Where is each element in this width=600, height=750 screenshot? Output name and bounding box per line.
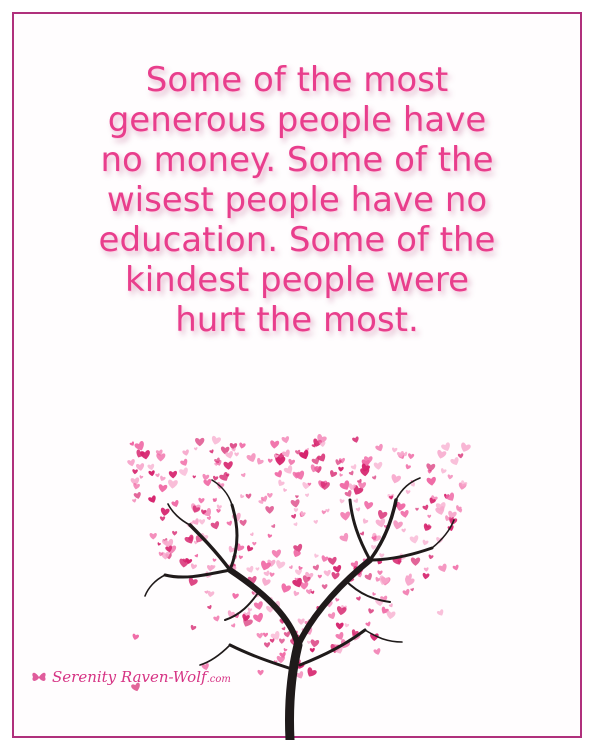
heart-leaf-icon (436, 609, 445, 617)
heart-leaf-icon (189, 625, 196, 632)
heart-leaf-icon (392, 520, 403, 531)
heart-leaf-icon (289, 565, 294, 570)
heart-leaf-icon (210, 436, 221, 446)
heart-leaf-icon (287, 459, 295, 466)
heart-leaf-icon (307, 641, 311, 645)
heart-leaf-icon (459, 442, 471, 454)
heart-leaf-icon (270, 638, 275, 643)
heart-leaf-icon (321, 510, 326, 515)
heart-leaf-icon (295, 569, 303, 576)
heart-leaf-icon (452, 564, 459, 571)
heart-leaf-icon (344, 623, 350, 628)
heart-leaf-icon (182, 449, 190, 456)
heart-leaf-icon (270, 440, 280, 449)
heart-leaf-icon (450, 457, 461, 467)
heart-leaf-icon (361, 518, 368, 525)
heart-leaf-icon (283, 648, 288, 653)
heart-leaf-icon (272, 549, 282, 558)
heart-leaf-icon (192, 518, 201, 527)
heart-leaf-icon (328, 557, 338, 566)
heart-leaf-icon (212, 558, 216, 562)
heart-leaf-icon (312, 564, 320, 571)
heart-leaf-icon (292, 590, 299, 597)
heart-leaf-icon (328, 612, 337, 621)
heart-leaf-icon (269, 572, 275, 577)
heart-leaf-icon (389, 603, 394, 608)
heart-leaf-icon (313, 553, 319, 559)
heart-leaf-icon (132, 469, 138, 474)
heart-leaf-icon (281, 436, 290, 444)
brand-name: Serenity Raven-Wolf.com (52, 668, 231, 686)
heart-leaf-icon (223, 461, 233, 470)
heart-leaf-icon (267, 534, 272, 539)
quote-line: kindest people were (125, 260, 469, 300)
heart-leaf-icon (256, 633, 263, 639)
heart-leaf-icon (245, 545, 253, 553)
quote-line: Some of the most (145, 60, 449, 100)
heart-leaf-icon (133, 492, 142, 500)
heart-leaf-icon (279, 638, 285, 644)
heart-leaf-icon (360, 531, 366, 536)
heart-leaf-icon (194, 447, 198, 451)
heart-leaf-icon (159, 475, 166, 482)
heart-leaf-icon (318, 575, 322, 579)
heart-leaf-icon (232, 593, 239, 600)
heart-leaf-icon (426, 477, 436, 487)
heart-leaf-icon (180, 458, 189, 467)
heart-leaf-icon (190, 563, 198, 570)
heart-leaf-icon (438, 563, 449, 574)
heart-leaf-icon (255, 567, 259, 571)
heart-leaf-icon (267, 493, 273, 498)
heart-leaf-icon (363, 501, 373, 511)
heart-leaf-icon (264, 642, 271, 648)
heart-leaf-icon (405, 464, 412, 470)
heart-leaf-icon (379, 553, 385, 558)
heart-leaf-icon (198, 498, 205, 504)
heart-leaf-icon (323, 570, 331, 577)
heart-leaf-icon (375, 443, 385, 452)
heart-leaf-icon (339, 499, 345, 504)
heart-leaf-icon (127, 459, 136, 468)
heart-leaf-icon (255, 457, 264, 466)
quote-line: no money. Some of the (100, 140, 494, 180)
heart-leaf-icon (336, 622, 344, 629)
heart-leaf-icon (356, 507, 362, 512)
quote-text (34, 60, 560, 340)
heart-leaf-icon (436, 450, 447, 460)
tree-trunk (145, 478, 454, 740)
heart-leaf-icon (424, 567, 429, 572)
heart-leaf-icon (313, 520, 318, 525)
heart-leaf-icon (171, 500, 180, 508)
heart-leaf-icon (275, 560, 286, 570)
heart-leaf-icon (428, 554, 434, 560)
heart-leaf-icon (179, 467, 190, 477)
heart-leaf-icon (338, 467, 344, 472)
heart-leaf-icon (246, 453, 258, 464)
heart-leaf-icon (238, 555, 243, 560)
heart-leaf-icon (295, 495, 299, 498)
heart-leaf-icon (305, 667, 318, 679)
heart-leaf-icon (282, 488, 287, 493)
heart-leaf-icon (372, 475, 378, 480)
heart-leaf-icon (195, 438, 204, 447)
heart-leaf-icon (367, 608, 374, 615)
heart-leaf-icon (274, 470, 284, 479)
heart-leaf-icon (340, 511, 351, 521)
heart-leaf-icon (157, 542, 161, 546)
heart-leaf-icon (213, 615, 221, 622)
heart-leaf-icon (371, 592, 376, 597)
quote-line: generous people have (107, 100, 487, 140)
heart-leaf-icon (253, 612, 265, 623)
heart-leaf-icon (373, 648, 382, 656)
heart-leaf-icon (353, 498, 359, 504)
heart-leaf-icon (320, 555, 329, 563)
heart-leaf-icon (169, 471, 178, 479)
heart-leaf-icon (263, 633, 268, 638)
heart-leaf-icon (210, 521, 221, 531)
heart-leaf-icon (155, 473, 160, 478)
heart-leaf-icon (405, 490, 410, 495)
heart-leaf-icon (441, 442, 452, 453)
heart-leaf-icon (261, 577, 271, 587)
heart-leaf-icon (168, 479, 178, 489)
heart-leaf-icon (241, 473, 247, 479)
heart-leaf-icon (331, 572, 340, 580)
heart-leaf-icon (333, 565, 343, 574)
heart-leaf-icon (407, 453, 414, 459)
heart-leaf-icon (271, 524, 276, 529)
heart-leaf-icon (294, 470, 306, 481)
heart-leaf-icon (253, 601, 264, 611)
heart-leaf-icon (328, 470, 337, 479)
heart-leaf-icon (250, 532, 255, 537)
heart-leaf-icon (160, 507, 170, 516)
quote-line: education. Some of the (98, 220, 496, 260)
heart-leaf-icon (356, 596, 362, 601)
heart-leaf-icon (265, 506, 274, 514)
heart-leaf-icon (298, 619, 305, 625)
heart-leaf-icon (139, 475, 143, 479)
heart-leaf-icon (148, 495, 158, 505)
heart-leaf-icon (160, 516, 165, 521)
heart-leaf-icon (192, 475, 196, 478)
heart-leaf-icon (411, 557, 420, 565)
heart-leaf-icon (257, 670, 263, 676)
heart-leaf-icon (291, 514, 297, 520)
heart-leaf-icon (148, 470, 155, 477)
heart-leaf-icon (401, 528, 406, 533)
heart-leaf-icon (322, 584, 328, 589)
brand-logo (30, 668, 231, 686)
heart-leaf-icon (348, 470, 354, 476)
heart-leaf-icon (445, 492, 456, 503)
quote-line: wisest people have no (106, 180, 488, 220)
heart-leaf-icon (422, 539, 429, 546)
heart-leaf-icon (231, 623, 237, 629)
heart-leaf-icon (440, 468, 447, 475)
heart-leaf-icon (207, 516, 212, 521)
heart-leaf-icon (239, 519, 247, 526)
heart-leaf-icon (350, 464, 357, 471)
heart-leaf-icon (339, 532, 351, 544)
heart-leaf-icon (426, 463, 436, 472)
heart-leaf-icon (325, 508, 330, 513)
heart-leaf-icon (447, 474, 453, 480)
heart-leaf-icon (252, 542, 256, 546)
heart-leaf-icon (219, 471, 231, 483)
heart-leaf-icon (187, 577, 198, 588)
butterfly-icon (30, 668, 48, 686)
heart-tree-icon (120, 430, 480, 740)
heart-leaf-icon (245, 493, 251, 499)
heart-leaf-icon (276, 479, 285, 487)
heart-leaf-icon (422, 504, 429, 511)
heart-leaf-icon (147, 463, 155, 470)
heart-leaf-icon (298, 449, 310, 461)
heart-leaf-icon (158, 484, 168, 493)
heart-leaf-icon (409, 535, 419, 545)
heart-leaf-icon (150, 533, 157, 540)
heart-leaf-icon (140, 450, 151, 460)
heart-leaf-icon (281, 626, 286, 631)
heart-leaf-icon (194, 554, 199, 559)
heart-leaf-icon (212, 498, 217, 503)
heart-leaf-icon (386, 611, 396, 620)
heart-leaf-icon (129, 441, 135, 447)
heart-leaf-icon (172, 531, 177, 536)
heart-leaf-icon (310, 648, 315, 653)
heart-leaf-icon (294, 508, 299, 512)
heart-leaf-icon (209, 449, 214, 454)
heart-leaf-icon (344, 490, 353, 499)
heart-leaf-icon (374, 462, 383, 471)
heart-leaf-icon (364, 573, 374, 582)
heart-leaf-icon (246, 565, 255, 574)
heart-leaf-icon (134, 440, 146, 452)
heart-leaf-icon (400, 510, 409, 519)
heart-leaf-icon (310, 639, 319, 648)
heart-leaf-icon (290, 499, 300, 508)
heart-leaf-icon (279, 583, 291, 595)
heart-leaf-icon (377, 570, 382, 575)
heart-leaf-icon (334, 598, 339, 603)
heart-leaf-icon (293, 522, 298, 527)
heart-leaf-icon (352, 436, 360, 444)
heart-leaf-icon (132, 498, 137, 503)
heart-leaf-icon (392, 447, 398, 453)
heart-leaf-icon (234, 452, 239, 456)
heart-leaf-icon (410, 588, 414, 592)
heart-leaf-icon (131, 633, 139, 640)
heart-leaf-icon (216, 509, 221, 514)
heart-leaf-icon (427, 515, 431, 518)
heart-leaf-icon (184, 534, 196, 545)
heart-leaf-icon (422, 573, 430, 580)
heart-leaf-icon (305, 493, 310, 497)
heart-leaf-icon (458, 453, 464, 459)
heart-leaf-icon (268, 459, 273, 464)
heart-leaf-icon (402, 588, 411, 596)
heart-leaf-icon (203, 479, 212, 487)
heart-leaf-icon (207, 605, 213, 610)
heart-leaf-icon (390, 474, 402, 485)
heart-leaf-icon (199, 519, 205, 525)
heart-leaf-icon (339, 473, 344, 477)
heart-leaf-icon (415, 508, 419, 511)
heart-leaf-icon (207, 590, 215, 597)
heart-leaf-icon (238, 442, 246, 449)
heart-leaf-icon (239, 494, 245, 499)
heart-leaf-icon (226, 520, 233, 526)
heart-leaf-icon (365, 621, 371, 627)
quote-line: hurt the most. (175, 300, 419, 340)
